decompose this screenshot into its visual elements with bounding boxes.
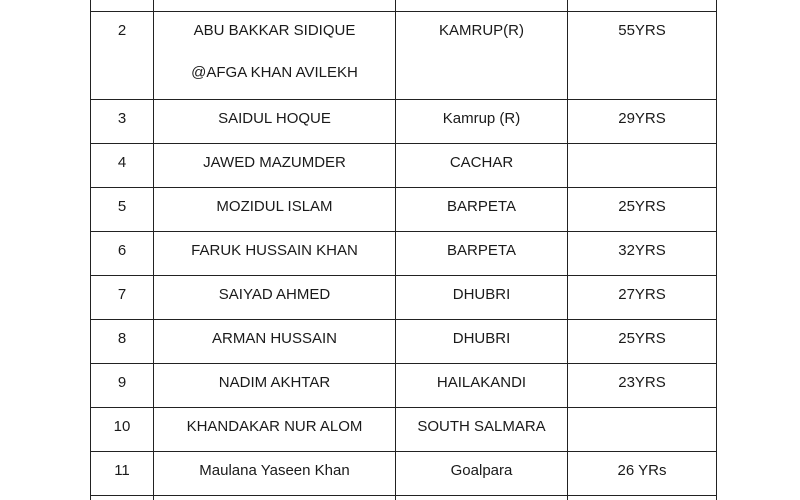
cell-no: 7 [91, 276, 154, 320]
table-row [91, 452, 717, 496]
cell-district: DHUBRI [396, 320, 568, 364]
table-row [91, 276, 717, 320]
cell-district: Goalpara [396, 452, 568, 496]
cell-no: 6 [91, 232, 154, 276]
table-row [91, 320, 717, 364]
name-line-2: @AFGA KHAN AVILEKH [191, 64, 358, 81]
table-row [91, 144, 717, 188]
cell-district: DHUBRI [396, 276, 568, 320]
cell-age: 25YRS [568, 320, 717, 364]
table-row [91, 188, 717, 232]
cell-age: 23YRS [568, 364, 717, 408]
cell-name: FARUK HUSSAIN KHAN [154, 232, 396, 276]
cell-age [568, 496, 717, 500]
cell-no: 10 [91, 408, 154, 452]
cell-name: SAIYAD AHMED [154, 276, 396, 320]
name-line-1: ABU BAKKAR SIDIQUE [193, 22, 356, 39]
cell-district: BARPETA [396, 232, 568, 276]
cell-district: Kamrup (R) [396, 100, 568, 144]
cell-age: 29YRS [568, 100, 717, 144]
cell-no: 8 [91, 320, 154, 364]
cell-district: BARPETA [396, 188, 568, 232]
cell-district [396, 0, 568, 12]
cell-age: 25YRS [568, 188, 717, 232]
cell-age [568, 408, 717, 452]
cell-age: 27YRS [568, 276, 717, 320]
cell-name: Maulana Yaseen Khan [154, 452, 396, 496]
cell-no: 11 [91, 452, 154, 496]
cell-age: 26 YRs [568, 452, 717, 496]
table-row-cut-bottom [91, 496, 717, 500]
cell-name [154, 496, 396, 500]
cell-name: ARMAN HUSSAIN [154, 320, 396, 364]
cell-age [568, 144, 717, 188]
cell-age: 32YRS [568, 232, 717, 276]
cell-district: SOUTH SALMARA [396, 408, 568, 452]
cell-name: MOZIDUL ISLAM [154, 188, 396, 232]
table-row [91, 232, 717, 276]
cell-name [154, 12, 396, 100]
cell-age [568, 0, 717, 12]
table-row [91, 100, 717, 144]
table-row [91, 12, 717, 100]
cell-name: KHANDAKAR NUR ALOM [154, 408, 396, 452]
table-row-cut-top [91, 0, 717, 12]
table-row [91, 408, 717, 452]
cell-no: 5 [91, 188, 154, 232]
cell-no: 9 [91, 364, 154, 408]
table-row [91, 364, 717, 408]
cell-no [91, 496, 154, 500]
cell-name: SAIDUL HOQUE [154, 100, 396, 144]
cell-name: NADIM AKHTAR [154, 364, 396, 408]
cell-no [91, 0, 154, 12]
cell-district [396, 496, 568, 500]
cell-district: HAILAKANDI [396, 364, 568, 408]
cell-no: 4 [91, 144, 154, 188]
cell-name [154, 0, 396, 12]
cell-age: 55YRS [568, 12, 717, 100]
detainee-table [90, 0, 717, 500]
cell-district: KAMRUP(R) [396, 12, 568, 100]
cell-district: CACHAR [396, 144, 568, 188]
cell-no: 2 [91, 12, 154, 100]
cell-no: 3 [91, 100, 154, 144]
cell-name: JAWED MAZUMDER [154, 144, 396, 188]
